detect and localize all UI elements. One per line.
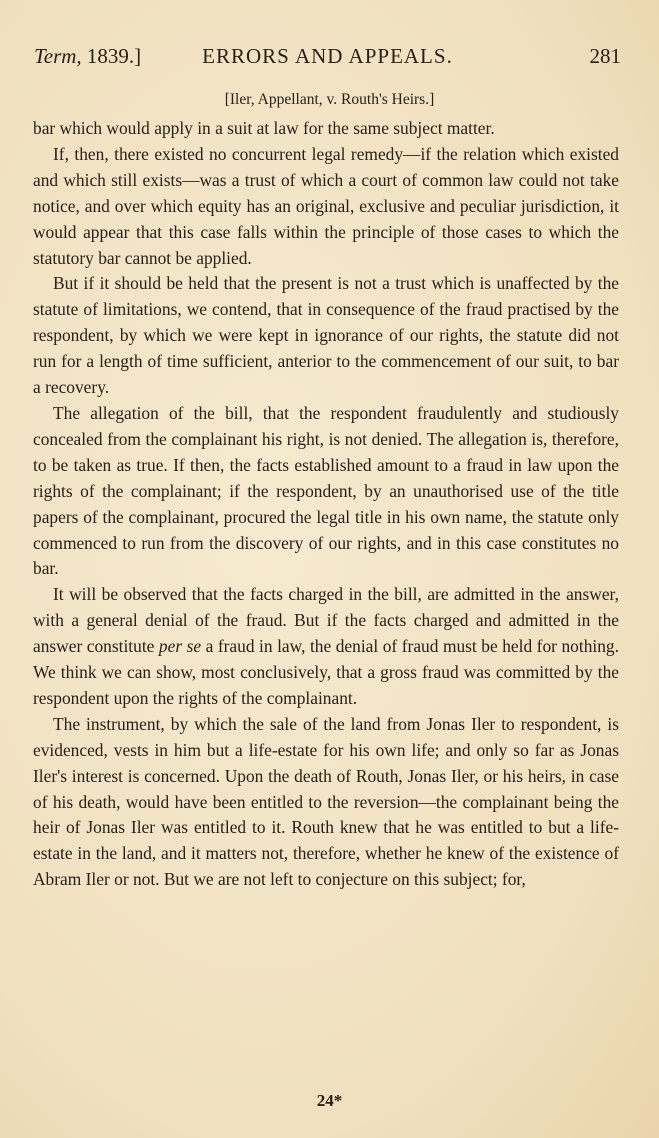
- paragraph-4: The allegation of the bill, that the respondent fraudulently and studiously concealed from the complainant his right, is not denied. The allegation is, therefore, to be taken as true. If then, the facts established amount to a fraud in law upon the rights of the complainant; if the respondent, by an unauthorised use of the title papers of the complainant, procured the legal title in his own name, the statute only commenced to run from the discovery of our rights, and in this case constitutes no bar.: [33, 402, 619, 579]
- paragraph-5-after: a fraud in law, the denial of fraud must be held for nothing. We think we can show, most conclusively, that a gross fraud was committed by the respondent upon the rights of the complainant.: [33, 636, 619, 708]
- paragraph-1: bar which would apply in a suit at law for the same subject matter.: [33, 118, 495, 138]
- paragraph-5-before: It will be observed that the facts charged in the bill, are admitted in the answer, with a general denial of the fraud. But if the facts charged and admitted in the answer constitute: [33, 584, 619, 657]
- page-number: 281: [589, 44, 621, 68]
- body-text: [33, 116, 619, 893]
- paragraph-2: If, then, there existed no concurrent legal remedy—if the relation which existed and which still exists—was a trust of which a court of common law could not take notice, and over which equity has an original, exclusive and peculiar jurisdiction, it would appear that this case falls within the principle of those cases to which the statutory bar cannot be applied.: [33, 143, 619, 268]
- case-subheading: [Iler, Appellant, v. Routh's Heirs.]: [224, 91, 435, 108]
- term-word: Term,: [34, 44, 82, 68]
- page-title: ERRORS AND APPEALS.: [202, 44, 453, 68]
- paragraph-5: [33, 582, 619, 712]
- footer-signature: 24*: [316, 1091, 343, 1110]
- paragraph-6: The instrument, by which the sale of the land from Jonas Iler to respondent, is evidenced, vests in him but a life-estate for his own life; and only so far as Jonas Iler's interest is concerned. Upon the death of Routh, Jonas Iler, or his heirs, in case of his death, would have been entitled to the reversion—the complainant being the heir of Jonas Iler was entitled to it. Routh knew that he was entitled to but a life-estate in the land, and it matters not, therefore, whether he knew of the existence of Abram Iler or not. But we are not left to conjecture on this subject; for,: [33, 713, 619, 890]
- running-header: [34, 44, 621, 74]
- paragraph-3: But if it should be held that the present is not a trust which is unaffected by the statute of limitations, we contend, that in consequence of the fraud practised by the respondent, by which we were kept in ignorance of our rights, the statute did not run for a length of time sufficient, anterior to the commencement of our suit, to bar a recovery.: [33, 273, 619, 398]
- paragraph-5-italic: per se: [158, 636, 202, 657]
- term-year: 1839.]: [81, 44, 142, 68]
